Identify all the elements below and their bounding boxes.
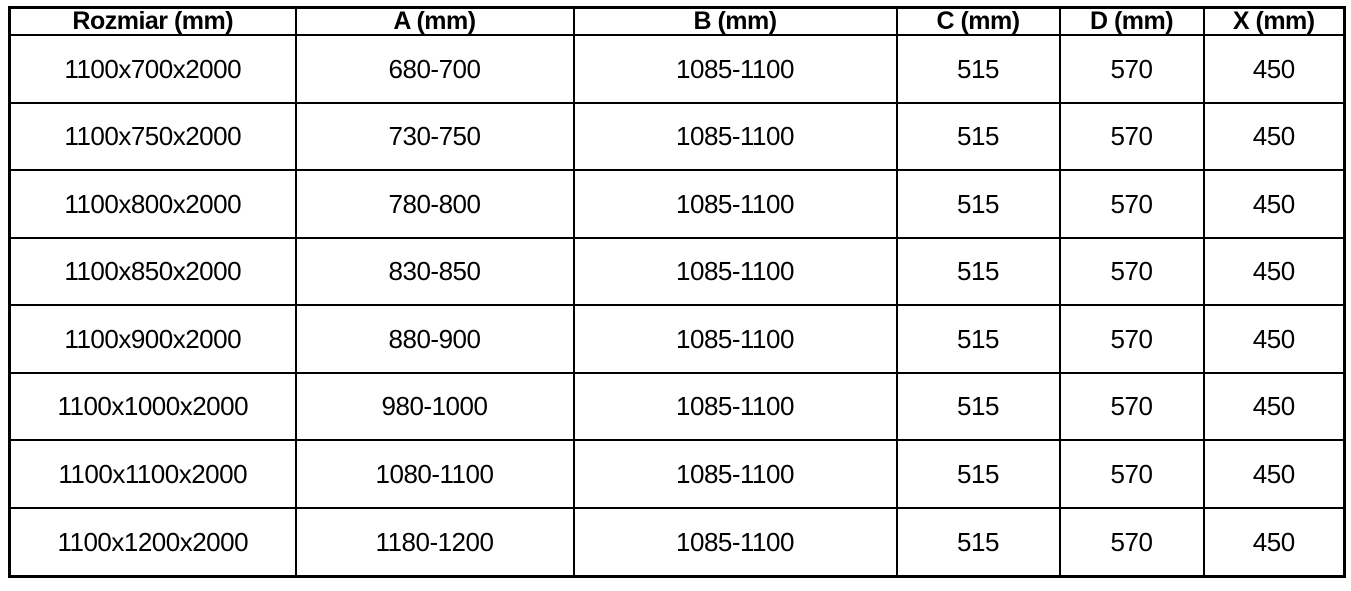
table-row [10, 103, 1345, 171]
column-header-rozmiar: Rozmiar (mm) [10, 8, 296, 36]
table-cell: 450 [1204, 170, 1345, 238]
table-cell: 1085-1100 [574, 508, 897, 577]
table-cell: 1100x850x2000 [10, 238, 296, 306]
table-cell: 1100x900x2000 [10, 305, 296, 373]
table-cell: 1100x700x2000 [10, 35, 296, 103]
table-cell: 980-1000 [296, 373, 574, 441]
table-cell: 1100x750x2000 [10, 103, 296, 171]
table-cell: 450 [1204, 238, 1345, 306]
table-cell: 515 [897, 440, 1060, 508]
table-cell: 450 [1204, 373, 1345, 441]
table-cell: 450 [1204, 305, 1345, 373]
header-row [10, 8, 1345, 36]
table-cell: 570 [1060, 440, 1204, 508]
table-cell: 830-850 [296, 238, 574, 306]
table-cell: 515 [897, 170, 1060, 238]
column-header-c: C (mm) [897, 8, 1060, 36]
table-cell: 1080-1100 [296, 440, 574, 508]
column-header-d: D (mm) [1060, 8, 1204, 36]
table-cell: 1085-1100 [574, 103, 897, 171]
table-row [10, 440, 1345, 508]
table-row [10, 35, 1345, 103]
table-body [10, 35, 1345, 577]
table-cell: 1180-1200 [296, 508, 574, 577]
table-cell: 1100x1000x2000 [10, 373, 296, 441]
table-cell: 515 [897, 35, 1060, 103]
table-row [10, 305, 1345, 373]
table-row [10, 508, 1345, 577]
table-cell: 515 [897, 508, 1060, 577]
table-cell: 570 [1060, 508, 1204, 577]
column-header-b: B (mm) [574, 8, 897, 36]
table-cell: 1100x1200x2000 [10, 508, 296, 577]
table-cell: 515 [897, 238, 1060, 306]
table-cell: 780-800 [296, 170, 574, 238]
table-cell: 730-750 [296, 103, 574, 171]
table-row [10, 373, 1345, 441]
table-cell: 1085-1100 [574, 373, 897, 441]
table-cell: 1085-1100 [574, 35, 897, 103]
table-cell: 515 [897, 103, 1060, 171]
table-cell: 570 [1060, 305, 1204, 373]
table-cell: 450 [1204, 103, 1345, 171]
table-cell: 570 [1060, 103, 1204, 171]
table-cell: 450 [1204, 508, 1345, 577]
table-cell: 1085-1100 [574, 305, 897, 373]
table-cell: 570 [1060, 35, 1204, 103]
table-row [10, 238, 1345, 306]
table-cell: 515 [897, 373, 1060, 441]
table-cell: 1100x800x2000 [10, 170, 296, 238]
dimensions-table [8, 6, 1346, 578]
column-header-x: X (mm) [1204, 8, 1345, 36]
table-cell: 570 [1060, 373, 1204, 441]
table-cell: 515 [897, 305, 1060, 373]
table-cell: 570 [1060, 238, 1204, 306]
table-row [10, 170, 1345, 238]
table-cell: 1085-1100 [574, 238, 897, 306]
table-cell: 450 [1204, 35, 1345, 103]
table-cell: 880-900 [296, 305, 574, 373]
table-cell: 570 [1060, 170, 1204, 238]
table-cell: 1100x1100x2000 [10, 440, 296, 508]
table-cell: 1085-1100 [574, 170, 897, 238]
column-header-a: A (mm) [296, 8, 574, 36]
table-cell: 1085-1100 [574, 440, 897, 508]
table-cell: 450 [1204, 440, 1345, 508]
table-cell: 680-700 [296, 35, 574, 103]
